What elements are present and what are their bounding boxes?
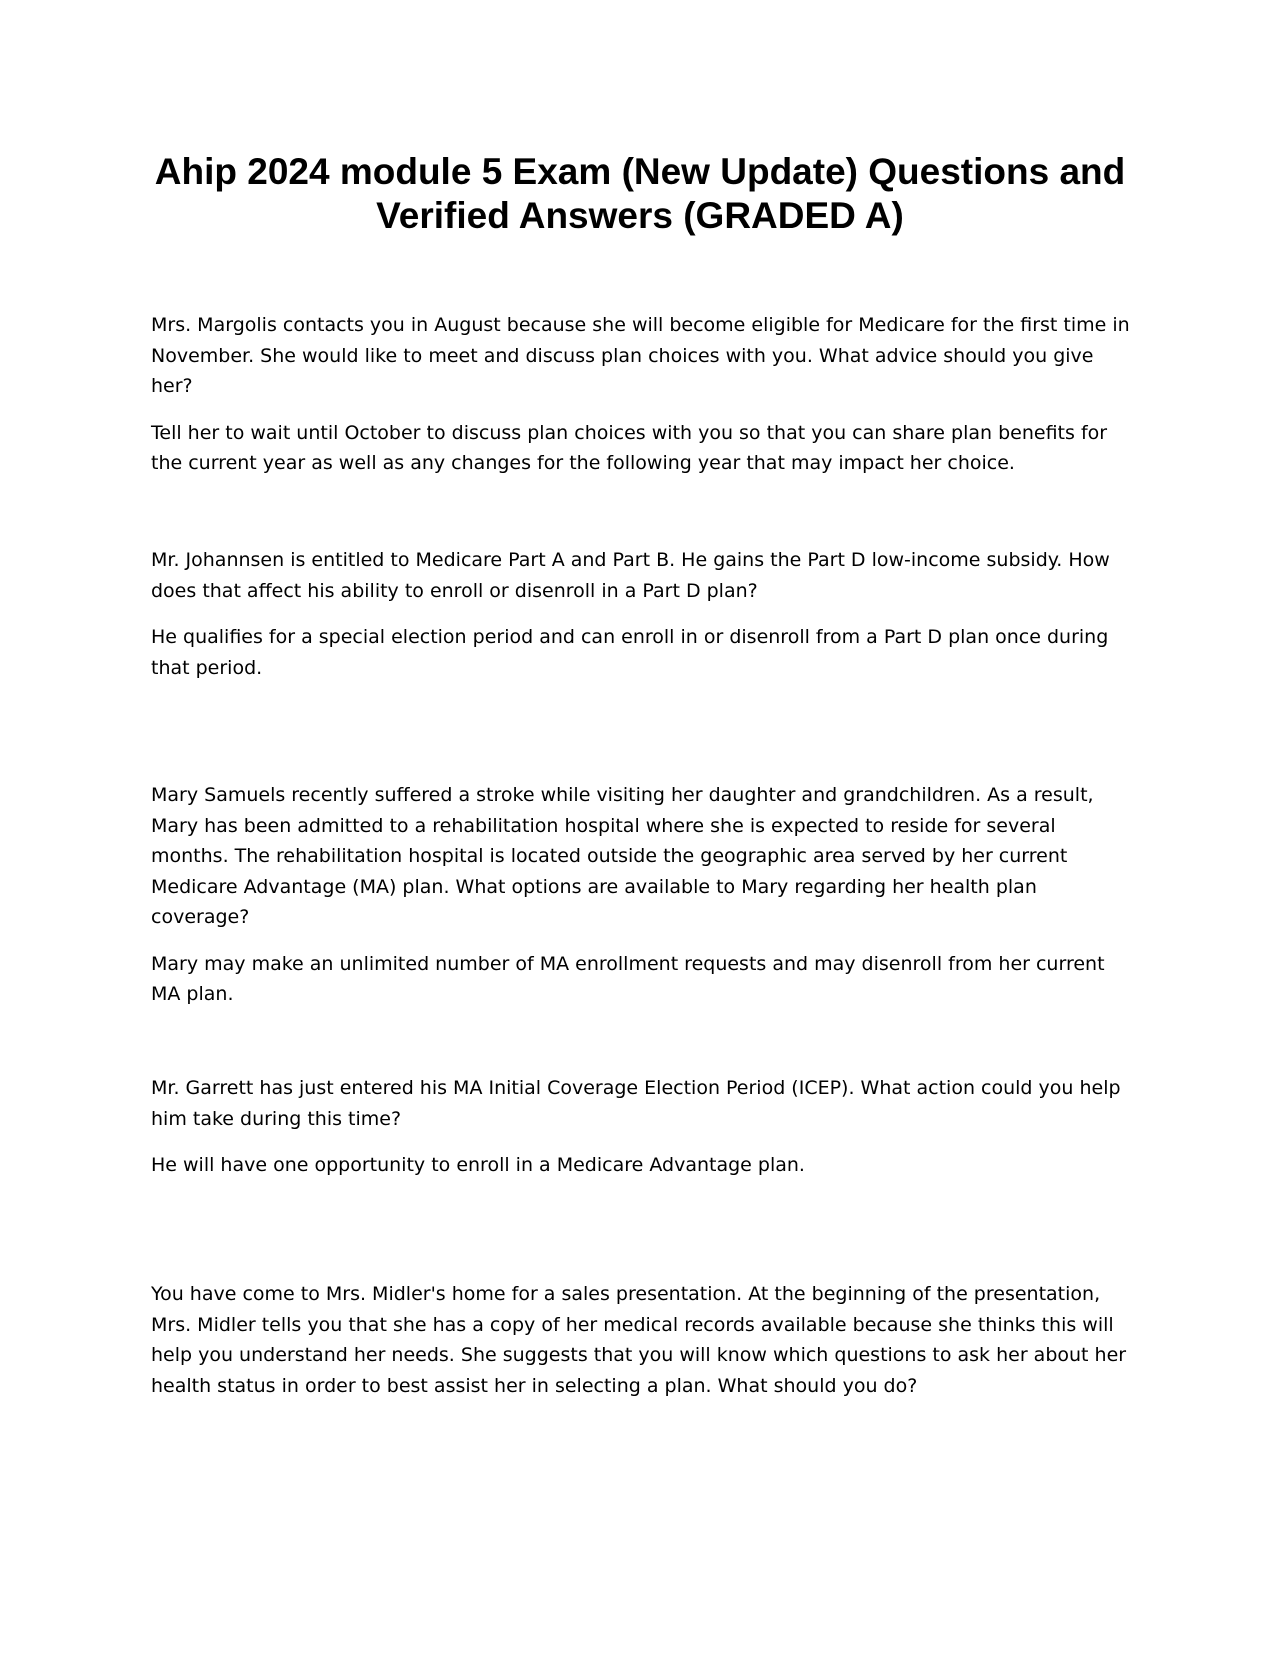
question-2: Mr. Johannsen is entitled to Medicare Part A and Part B. He gains the Part D low-income subsidy. How does that affect his ability to enroll or disenroll in a Part D plan? [151, 549, 1110, 602]
qa-item-5 [151, 1279, 1131, 1401]
qa-item-1 [151, 310, 1131, 479]
answer-3: Mary may make an unlimited number of MA enrollment requests and may disenroll from her current MA plan. [151, 952, 1105, 1005]
question-5: You have come to Mrs. Midler's home for a sales presentation. At the beginning of the presentation, Mrs. Midler tells you that she has a copy of her medical records available because she thinks this will help you understand her needs. She suggests that you will know which questions to ask her about her health status in order to best assist her in selecting a plan. What should you do? [151, 1283, 1127, 1397]
answer-2: He qualifies for a special election period and can enroll in or disenroll from a Part D plan once during that period. [151, 626, 1109, 679]
qa-item-2 [151, 545, 1131, 683]
answer-4: He will have one opportunity to enroll in a Medicare Advantage plan. [151, 1154, 805, 1176]
question-3: Mary Samuels recently suffered a stroke while visiting her daughter and grandchildren. As a result, Mary has been admitted to a rehabilitation hospital where she is expected to reside for several months. The rehabilitation hospital is located outside the geographic area served by her current Medicare Advantage (MA) plan. What options are available to Mary regarding her health plan coverage? [151, 784, 1094, 928]
document-title: Ahip 2024 module 5 Exam (New Update) Questions and Verified Answers (GRADED A) [154, 151, 1126, 236]
question-1: Mrs. Margolis contacts you in August because she will become eligible for Medicare for the first time in November. She would like to meet and discuss plan choices with you. What advice should you give her? [151, 314, 1130, 397]
qa-item-3 [151, 780, 1131, 1010]
qa-item-4 [151, 1073, 1131, 1181]
question-4: Mr. Garrett has just entered his MA Initial Coverage Election Period (ICEP). What action could you help him take during this time? [151, 1077, 1121, 1130]
answer-1: Tell her to wait until October to discuss plan choices with you so that you can share plan benefits for the current year as well as any changes for the following year that may impact her choice. [151, 421, 1108, 474]
